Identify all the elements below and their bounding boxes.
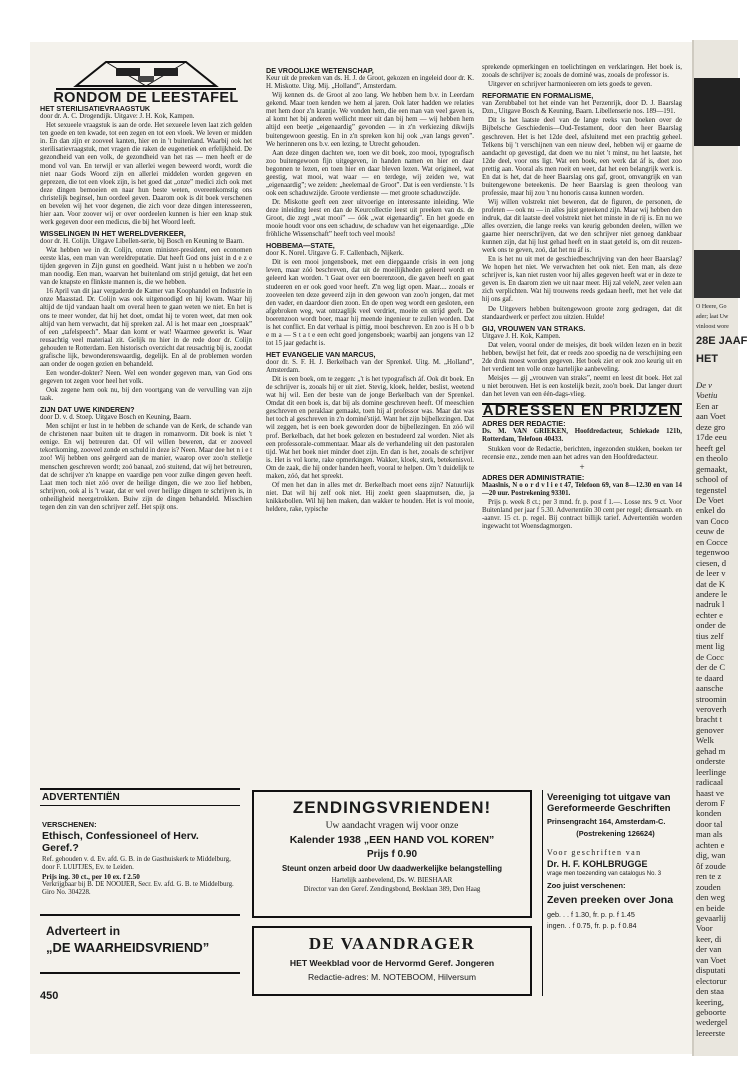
adjacent-page-line: derom F — [696, 798, 725, 808]
adjacent-page-line: de Cocc — [696, 651, 724, 662]
adjacent-page-photo — [694, 250, 740, 298]
article-paragraph: Een wonder-dokter? Neen. Wel een wonder gegeven man, van God ons gegeven tot zegen voor heel het volk. — [40, 369, 252, 385]
vaandrager-title: DE VAANDRAGER — [308, 934, 476, 953]
ethisch-price: Prijs ing. 30 ct., per 10 ex. f 2.50 — [42, 873, 140, 881]
adjacent-page-line: den staa — [696, 986, 724, 997]
article-paragraph: Dit is een mooi jongensboek, met een diepgaande crisis in een jong leven, maar zóó beschreven, dat uit de moeilijkheden geleerd wordt en geleerd kan worden. 't Gaat over een boerenzoon, die gaven heeft en gaat studeeren en er ook goed voor heeft. Z'n weg ligt open. Maar.... zooals er zooveelen ten deze geveerd zijn in den gewoon van zoo'n jongen, dat met den vader, en daardoor dien zoon. En de open weg wordt een gesloten, een afgebroken weg, wat ontzaglijk veel verdriet, moeite en strijd geeft. De boerenzoon wordt boer, maar hij meende ingenieur te zullen worden. Dat is het conflict. En dat verhaal is pittig, mooi beschreven. En zoo is H o b b e m a — S t a t e een echt goed jongensboek; waarbij aan jongens van 12 tot 15 jaar gedacht is. — [266, 259, 474, 347]
article-meta: door dr. S. F. H. J. Berkelbach van der Sprenkel. Uitg. M. „Holland”, Amsterdam. — [266, 359, 474, 375]
administratie-prices: Prijs p. week 8 ct.; per 3 mnd. fr. p. post f 1.—. Losse nrs. 9 ct. Voor Buitenland per jaar f 5.30. Advertentiën 30 cent per regel; diensaanb. en -aanvr. 15 ct. p. regel. Bij contract billijk tarief. Advertentiën worden ingewacht tot Woensdagmorgen. — [482, 498, 682, 531]
vereen-price-geb: geb. . . f 1.30, fr. p. p. f 1.45 — [547, 910, 635, 919]
vereen-author: Dr. H. F. KOHLBRUGGE — [547, 859, 648, 869]
redactie-address: Ds. M. VAN GRIEKEN, Hoofdredacteur, Schiekade 121b, Rotterdam, Telefoon 40433. — [482, 428, 682, 444]
vaandrager-sub: HET Weekblad voor de Hervormd Geref. Jongeren — [289, 958, 495, 968]
article-paragraph: Men schijnt er lust in te hebben de schande van de Kerk, de schande van de christenen naar buiten uit te dragen in romanvorm. Dit boek is niet 't eenige. En wij betreuren dat. Of wil willen beweren, dat er zooveel tekortkoming, zooveel zonde en schuld in deze is? Neen. Maar dee het n i e t zoo! Wij hebben ons geërgerd aan de manier, waarop over zoo'n stelletje menschen geschreven wordt; zoó banaal, zoó stuitend, dat wij het betreuren, dat de schrijver z'n knappe en vaardige pen voor zulke dingen geven heeft. Laat men toch niet zóó over de heilige dingen, die we zoo lief hebben, schrijven, ook al is 't waar, dat er wel over heilige dingen te schrijven is, in onheiligheid neergetrokken. Buiw zijn de dingen behandeld. Misschien tegen den zin van den schrijver zelf. Het spijt ons. — [40, 423, 252, 511]
article-paragraph: Of men het dan in alles met dr. Berkelbach moet eens zijn? Natuurlijk niet. Dat wil hij zelf ook niet. Hij zoekt geen slaapmutsen, die, ja knikkebollen. Wil hij hen maken, dan wakker te houden. Het is vol mooie, heldere, rake, typische — [266, 481, 474, 513]
column-middle — [266, 64, 474, 515]
adjacent-page-line: ader; laat Uw — [696, 314, 729, 320]
zending-kalender: Kalender 1938 „EEN HAND VOL KOREN” — [289, 834, 495, 846]
advertisement-band — [40, 774, 688, 1012]
article-paragraph: De Uitgevers hebben buitengewoon groote zorg gedragen, dat dit standaardwerk er perfect zou uitzien. Hulde! — [482, 305, 682, 321]
article-meta: Uitgave J. H. Kok, Kampen. — [482, 332, 561, 340]
adjacent-page-line: stroomin — [696, 693, 727, 704]
adjacent-page-line: en Cocce — [696, 536, 728, 547]
leestafel-logo — [46, 56, 246, 92]
adjacent-page-line: onderste — [696, 756, 726, 767]
article-title: GIJ, VROUWEN VAN STRAKS. — [482, 323, 586, 333]
adverteert-line1: Adverteert in — [46, 924, 121, 938]
redactie-note: Stukken voor de Redactie, berichten, ingezonden stukken, boeken ter recensie enz., zende men aan het adres van den Hoofdredacteur. — [482, 445, 682, 461]
article-title: DE VROOLIJKE WETENSCHAP, — [266, 66, 374, 75]
zending-director: Director van den Geref. Zendingsbond, Beeklaan 389, Den Haag — [303, 886, 481, 893]
article-title: HET EVANGELIE VAN MARCUS, — [266, 349, 376, 359]
redactie-heading: ADRES DER REDACTIE: — [482, 419, 566, 429]
adjacent-page-line: gemaakt, — [696, 463, 728, 474]
advertentien-heading: ADVERTENTIËN — [40, 790, 240, 806]
article-meta: door D. v. d. Stoep. Uitgave Bosch en Keuning, Baarn. — [40, 414, 192, 422]
ethisch-text: Ref. gehouden v. d. Ev. afd. G. B. in de Gasthuiskerk te Middelburg, door F. LUIJTJES, Ev. te Leiden. — [42, 856, 231, 871]
adjacent-page-line: tegenwoo — [696, 547, 730, 558]
adjacent-page-line: heeft gel — [696, 442, 726, 453]
adverteert-line2: „DE WAARHEIDSVRIEND” — [46, 940, 210, 955]
adjacent-page-line: radicaal — [696, 777, 724, 788]
administratie-heading: ADRES DER ADMINISTRATIE: — [482, 472, 585, 482]
adjacent-page-line: veroverh — [696, 703, 727, 714]
article-title: HET STERILISATIEVRAAGSTUK — [40, 104, 151, 114]
article-paragraph: Meisjes — gij „vrouwen van straks”, neemt en leest dit boek. Het zal u niet berouwen. Het is een kostelijk bezit, zoo'n boek. Dat langer duurt dan het leven van een één-dags-vlieg. — [482, 375, 682, 399]
adjacent-page-line: zouden — [696, 881, 721, 892]
vereeniging-ad — [542, 790, 688, 996]
adjacent-page-line: Voetiu — [696, 390, 718, 401]
adjacent-page-line: aansche — [696, 683, 724, 694]
adjacent-page-line: leerlinge — [696, 766, 727, 777]
adjacent-page-header-block — [694, 78, 740, 146]
adjacent-page-line: en beide — [696, 902, 725, 913]
adjacent-page-line: der de C — [696, 662, 726, 673]
article-paragraph: Wat hebben we in dr. Colijn, onzen minister-president, een economen eerste klas, een man van wereldreputatie. Dat heeft God ons juist in d e z e tijden gegeven in Zijn gunst en goedheid. Want juist n u hebben we zoo'n man noodig. Een man, waarvan het buitenland om strijd getuigt, dat het een van de knapste en flinkste mannen is, die we hebben. — [40, 247, 252, 287]
adjacent-page-line: tius zelf — [696, 630, 724, 641]
article-paragraph: Dr. Miskotte geeft een zeer uitvoerige en interessante inleiding. Wie deze inleiding leest en dan de Keurcollectie leest uit preeken van ds. de Groot, die zegt „wat mooi” — óók „wat eigenaardig”. En het goede en mooie houdt voor ons een schaduw, de schaduw van het eigenaardige. „Die fröhliche Wissenschaft” heeft toch veel mools! — [266, 198, 474, 239]
adjacent-page-line: ôf zoude — [696, 860, 726, 871]
article-paragraph: Aan deze dingen dachten we, toen we dit boek, zoo mooi, typografisch zoo buitengewoon fijn uitgegeven, in handen namen en hier en daar begonnen te lezen, en toen hier en daar bleven lezen. Wat origineel, wat geestig, wat mooi, wat waar — en terdege, wij zeiden we, wat „eigenaardig”; we zeiden: „heelemaal de Groot”. Dat is een verdienste. 't Is ook een schaduwzijde. Groote verdienste — met groote schaduwzijde. — [266, 149, 474, 197]
column-right — [482, 64, 682, 532]
adjacent-page-line: enkel do — [696, 505, 726, 516]
zending-steun: Steunt onzen arbeid door Uw daadwerkelijke belangstelling — [281, 864, 503, 873]
adjacent-page-line: nadruk l — [696, 599, 725, 610]
adjacent-page-line: De v — [696, 380, 712, 390]
vereen-address: Prinsengracht 164, Amsterdam-C. — [547, 817, 666, 826]
adjacent-page-line: tegenstel — [696, 484, 727, 495]
adjacent-page-line: Welk — [696, 735, 714, 746]
adjacent-page-line: de leer v — [696, 568, 726, 579]
newspaper-page — [30, 42, 692, 1054]
adjacent-page-line: den weg — [696, 892, 725, 903]
vereen-voor: Voor geschriften van — [547, 848, 642, 857]
article-paragraph: En is het nu uit met de geschiedbeschrijving van den heer Baarslag? We hopen het niet. We verwachten het ook niet. Een man, als deze schrijver is, kan niet rusten voor hij alles gegeven heeft wat er in deze te geven is. En daarom zien we uit naar meer. Hij zal veleN, zeer velen aan zich verplichten. Wat hij trouwens reeds gedaan heeft, met het vele dat hij ons gaf. — [482, 256, 682, 304]
adjacent-page-line: ciesen, d — [696, 557, 727, 568]
adverteert-ad — [40, 914, 240, 974]
zending-hartelijk: Hartelijk aanbevelend, Ds. W. BIESHAAR — [331, 876, 453, 884]
article-title: WISSELINGEN IN HET WERELDVERKEER, — [40, 228, 186, 238]
adjacent-page-line: man als — [696, 829, 723, 840]
vereen-book-title: Zeven preeken over Jona — [547, 894, 674, 906]
adjacent-page-line: electorur — [696, 975, 727, 986]
adjacent-page-line: geboorte — [696, 1007, 727, 1017]
article-paragraph: Wij willen volstrekt niet beweren, dat de figuren, de personen, de profeten — ook nu — in alles juist geteekend zijn. Maar wij hebben den indruk, dat dit laatste deel volstrekt niet het minste in de rij is. En nu we alles overzien, die lange reeks van keurig gebonden deelen, willen we gaarne hier neerschrijven, dat we den schrijver niet genoeg dankbaar kunnen zijn, dat hij lust gehad heeft en in staat geteld is, om dit reuzen-werk ons te geven, zoó, dat het nu áf is. — [482, 198, 682, 255]
adjacent-page-line: der van — [696, 944, 722, 955]
adjacent-page-line: keer, di — [696, 933, 722, 944]
adjacent-page-line: dig, wan — [696, 850, 726, 861]
article-paragraph: Dit is het laatste deel van de lange reeks van boeken over de Bijbelsche Geschiedenis—Oud-Testament, door den heer Baarslag geschreven. Het is het 12de deel, afsluitend met een prachtig geheel. Telkens bij 't verschijnen van een nieuw deel, hebben wij er gaarne de aandacht op gevestigd, dat doen we nu niet 't minst, nu het laatste, het 12de deel, voor ons ligt. Wat een boek, een werk dat áf is, doet zoo prettig aan. Vooral als men roeit en weet, dat het een belangrijk werk is. En dat is het, dat de heer Baarslag ons gaf, groot, omvangrijk en van buitengewone beteekenis. De heer Baarslag is geen theoloog van professie, maar hij zou 't nu honoris causa kunnen worden. — [482, 117, 682, 197]
vaandrager-redactie: Redactie-adres: M. NOTEBOOM, Hilversum — [307, 972, 477, 982]
adjacent-page-line: gehad m — [696, 745, 726, 756]
adjacent-page-line: onder de — [696, 620, 726, 631]
article-meta: van Zerubbabel tot het einde van het Perzenrijk, door D. J. Baarslag Dzn., Uitgave Bosch & Keuning, Baarn. Libellenserie nos. 189—191. — [482, 100, 682, 116]
reading-table-illustration — [46, 56, 246, 92]
adjacent-page-line: van Voet — [696, 954, 726, 965]
ethisch-ad — [40, 818, 240, 897]
adjacent-page-line: 17de eeu — [696, 432, 727, 443]
article-paragraph: Uitgever en schrijver harmonieeren om iets goeds te geven. — [488, 81, 652, 89]
adjacent-page-line: school of — [696, 474, 728, 485]
article-paragraph: Het sexueele vraagstuk is aan de orde. Het sexueele leven laat zich gelden ten goede en ten kwade, tot een zegen en tot een vloek. We leven er midden in. En dan zijn er zooveel kanten, hier en in 't buitenland. Waarbij ook het sterilisatievraagstuk, met vragen die raken de eugenetiek en erfelijkheid. De gezondheid van een volk, de gezondheid van het ras — men heeft er de mond vol van. En terwijl er van allerlei wegen beweerd wordt, wordt die niet naar Gods Woord zijn en allerlei middelen worden gegeven en geprezen, die tot een vloek zijn, is het goed dat „onze” medici zich ook met deze dingen bemoeien en naar hun beste weten, overeenkomstig ons christelijk beginsel, hun oordeel geven. Daarom ook is dit boek verschenen en bevelen wij het voor degenen, die zich voor deze dingen interesseeren, hier aan. Voor zoover wij er over oordeelen kunnen is hier een knap stuk werk gegeven door een medicus, die bij het Woord leeft. — [40, 122, 252, 226]
adjacent-page-line: Voor — [696, 923, 713, 934]
article-meta: door K. Norel. Uitgave G. F. Callenbach, Nijkerk. — [266, 250, 404, 258]
adjacent-page-line: door tal — [696, 818, 723, 829]
article-title: ZIJN DAT UWE KINDEREN? — [40, 405, 135, 415]
adjacent-page-line: van Coco — [696, 515, 729, 526]
adjacent-page-line: achten e — [696, 839, 725, 850]
article-title: REFORMATIE EN FORMALISME, — [482, 91, 594, 101]
page-number: 450 — [40, 990, 59, 1002]
adjacent-page-line: O Heere, Go — [696, 304, 727, 310]
adjacent-page-line: De Voet — [696, 494, 724, 505]
verschenen-heading: VERSCHENEN: — [42, 820, 97, 829]
adjacent-page-line: vinloost wore — [696, 324, 729, 330]
administratie-address: Maaslnis, N o o r d v l i e t 47, Telefoon 69, van 8—12.30 en van 14—20 uur. Postrekening 93301. — [482, 481, 682, 497]
adjacent-page-line: wedergel — [696, 1017, 728, 1028]
article-title: HOBBEMA—STATE, — [266, 241, 335, 251]
adjacent-page-line: genover — [696, 724, 724, 735]
adjacent-page-line: dat de K — [696, 578, 726, 589]
ethisch-title: Ethisch, Confessioneel of Herv. Geref.? — [42, 830, 199, 854]
vaandrager-ad — [252, 926, 532, 996]
adjacent-page-line: lereerste — [696, 1027, 726, 1038]
adjacent-page-line: deze gro — [696, 421, 726, 432]
article-paragraph: Wij kennen ds. de Groot al zoo lang. We hebben hem b.v. in Leerdam gekend. Maar toen kenden we hem al jaren. Ook later hadden we relaties met hem door z'n krantje. We vonden hem, die een man van veel gaven is, al komt het bij anderen wellicht meer uit dan bij hem — wij hebben hem altijd een beetje „eigenaardig” gevonden — in z'n verkiezing dikwijls buitengewoon geestig. En in z'n spreken kon hij ook „van langs geven”. We herinneren ons b.v. een lezing, te Utrecht gehouden. — [266, 92, 474, 148]
article-meta: door dr. H. Colijn. Uitgave Libellen-serie, bij Bosch en Keuning te Baarn. — [40, 238, 244, 246]
adjacent-page-line: echter e — [696, 609, 723, 620]
adjacent-page-line: ren te z — [696, 871, 722, 882]
zending-sub: Uw aandacht vragen wij voor onze — [325, 821, 459, 831]
adjacent-page-line: haast ve — [696, 787, 724, 798]
vereen-price-ingen: ingen. . f 0.75, fr. p. p. f 0.84 — [547, 921, 637, 930]
adjacent-page-line: Een ar — [696, 400, 719, 411]
vereen-postrekening: (Postrekening 126624) — [576, 829, 655, 838]
adjacent-page-line: konden — [696, 808, 722, 819]
article-meta: Keur uit de preeken van ds. H. J. de Groot, gekozen en ingeleid door dr. K. H. Miskotte. Uitg. Mij. „Holland”, Amsterdam. — [266, 75, 474, 91]
separator-plus: + — [579, 461, 585, 472]
zendingsvrienden-ad — [252, 790, 532, 918]
adressen-heading: ADRESSEN EN PRIJZEN — [482, 402, 682, 420]
vereen-catalogus: vrage men toezending van catalogus No. 3 — [547, 871, 662, 877]
vereen-title: Vereeniging tot uitgave van Gereformeerde Geschriften — [547, 792, 671, 814]
article-meta: door dr. A. C. Drogendijk. Uitgave: J. H. Kok, Kampen. — [40, 113, 195, 121]
adjacent-page-line: HET — [696, 353, 718, 365]
article-paragraph: Dit is een boek, om te zeggen: „'t is het typografisch áf. Ook dit boek. En de schrijver is, zooals hij er uit ziet. Stevig, kloek, helder, beslist, weetend wat hij wil. Een der beste van de jonge Berkelbach van der Sprenkel. Omdat dit een boek is, dat bij als domine geschreven heeft. Of meeschien geschreven en peraklaar gemaakt, toen hij al professor was. Maar dat was het toch al geschreven in z'n dominé'stijd. Want het zijn bijbellezingen. Dat wil zeggen, het is een boek geworden door de bijbellezingen. En zóó wil prof. Berkelbach, dat het boek gelezen en bestudeerd zal worden. Niet als een professorale-commentaar. Maar als de verhandeling uit den pastoralen tijd. Wat het boek niet minder doet zijn. En dan is het, zooals de schrijver is. Het is vol korte, rake opmerkingen. Wakker, kloek, sterk, betekenisvol. Om de zaak, die hij onder handen heeft, vooral te helpen. Om 't duidelijk te maken, zóó, dat het spreekt. — [266, 376, 474, 480]
vereen-zoo-juist: Zoo juist verschenen: — [547, 881, 626, 890]
adjacent-page-line: 28E JAAF — [696, 335, 747, 347]
adjacent-page-line: gevaarlij — [696, 912, 727, 923]
adjacent-page-line: bracht t — [696, 714, 723, 725]
zending-title: ZENDINGSVRIENDEN! — [292, 798, 492, 817]
adjacent-page-line: aan Voet — [696, 411, 726, 422]
section-title: RONDOM DE LEESTAFEL — [53, 90, 239, 106]
adjacent-page-line: en theolo — [696, 453, 728, 464]
adjacent-page-line: andere le — [696, 589, 728, 599]
adjacent-page-edge — [692, 40, 747, 1056]
adjacent-page-line: te daard — [696, 672, 724, 683]
ethisch-verkrijgbaar: Verkrijgbaar bij B. DE NOOIJER, Secr. Ev. afd. G. B. te Middelburg. Giro No. 304228. — [42, 881, 234, 897]
article-paragraph: Ook zegene hem ook nu, bij den voortgang van de vervulling van zijn taak. — [40, 386, 252, 402]
column-left — [40, 56, 252, 513]
adjacent-page-line: keering, — [696, 996, 724, 1007]
article-paragraph: 16 April van dit jaar vergaderde de Kamer van Koophandel en Industrie in onze Maasstad. Dr. Colijn was ook uitgenoodigd en hij kwam. Waar hij altijd de tijd vandaan haalt om overal heen te gaan weten we niet. En het is ons te meer wonder, dat hij het doet, omdat hij te voren weet, dat men ook altijd van hem verwacht, dat hij spreken zal. Al is het maar een „toespraak” of een „tafelspeech”. Maar dan komt er wat! Waarmee gewerkt is. Waar reusachtig veel materiaal zit. Gelijk nu hier in de rede door dr. Colijn gehouden te Rotterdam. Een historisch overzicht dat reusachtig bij is, zoodat grafische lijk, bewonderenswaardig, degelijk. En al de problemen worden aan onder de oogen gezien en behandeld. — [40, 288, 252, 368]
zending-price: Prijs f 0.90 — [366, 849, 418, 860]
article-paragraph: sprekende opmerkingen en toelichtingen en verklaringen. Het boek is, zooals de schrijver is; zooals de dominé was, zooals de professor is. — [482, 64, 682, 80]
article-paragraph: Dat velen, vooral onder de meisjes, dit boek wilden lezen en in bezit hebben, bewijst het feit, dat er reeds zoo spoedig na de verschijning een 2de druk moest worden gegeven. Het boek ziet er ook zoo keurig uit en het verdient ten volle onze hartelijke aanbeveling. — [482, 341, 682, 373]
adjacent-page-line: ceuw de — [696, 526, 725, 537]
adjacent-page-line: disputati — [696, 965, 726, 976]
adjacent-page-line: ment lig — [696, 641, 725, 652]
